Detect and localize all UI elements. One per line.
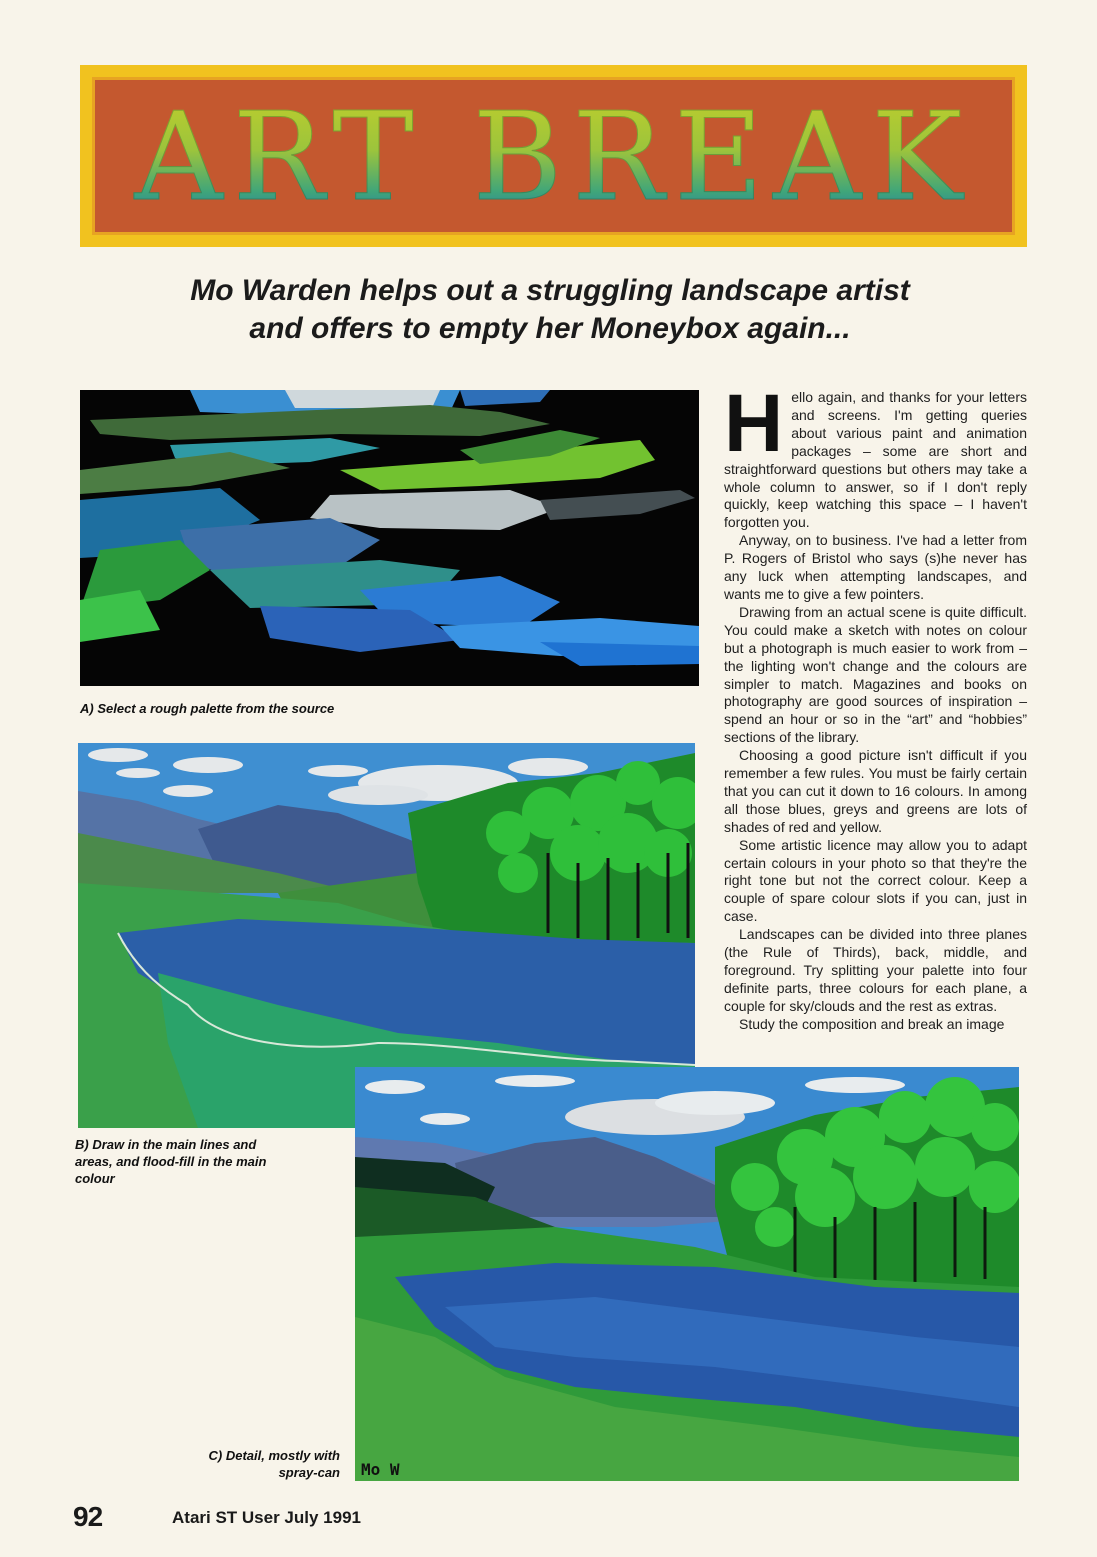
article-paragraph: Drawing from an actual scene is quite difficult. You could make a sketch with notes on colour but a photograph is much easier to work from – the lighting won't change and the colours are simpler to match. Magazines and books on photography are good sources of inspiration – spend an hour or so in the “art” and “hobbies” sections of the library. bbox=[724, 603, 1027, 746]
article-paragraph: Some artistic licence may allow you to adapt certain colours in your photo so that they're the right tone but not the correct colour. Keep a couple of spare colour slots if you can, just in case. bbox=[724, 836, 1027, 925]
publication-line: Atari ST User July 1991 bbox=[172, 1508, 361, 1527]
figure-a-palette-image bbox=[80, 390, 699, 686]
title-banner-panel bbox=[92, 77, 1015, 235]
article-paragraph: Study the composition and break an image bbox=[739, 1015, 1005, 1032]
page-title: ART BREAK bbox=[92, 87, 1015, 227]
article-paragraph: Choosing a good picture isn't difficult if you remember a few rules. You must be fairly certain that you can cut it down to 16 colours. In among all those blues, greys and greens are lots of shades of red and yellow. bbox=[724, 747, 1027, 835]
article-paragraph bbox=[724, 378, 1027, 532]
page-number: 92 bbox=[73, 1501, 103, 1532]
figure-c-caption: C) Detail, mostly with spray-can bbox=[208, 1448, 340, 1480]
title-banner bbox=[80, 65, 1027, 247]
article-body bbox=[724, 378, 1027, 1034]
article-paragraph: Landscapes can be divided into three planes (the Rule of Thirds), back, middle, and foreground. Try splitting your palette into four definite parts, three colours for each plane, a couple for sky/clouds and the rest as extras. bbox=[724, 926, 1027, 1014]
article-paragraph-text: ello again, and thanks for your letters and screens. I'm getting queries about various paint and animation packages – some are short and straightforward questions but others may take a whole column to answer, so if I don't reply quickly, keep watching this space – I haven't forgotten you. bbox=[724, 389, 1027, 531]
figure-c-signature: Mo W bbox=[361, 1460, 400, 1479]
figure-a-caption: A) Select a rough palette from the source bbox=[80, 701, 335, 716]
drop-cap: H bbox=[724, 378, 784, 469]
standfirst-line-2: and offers to empty her Moneybox again... bbox=[249, 312, 851, 345]
figure-b-caption: B) Draw in the main lines and areas, and flood-fill in the main colour bbox=[75, 1137, 267, 1186]
article-paragraph: Anyway, on to business. I've had a letter from P. Rogers of Bristol who says (s)he never has any luck when attempting landscapes, and wants me to give a few pointers. bbox=[724, 532, 1027, 602]
standfirst bbox=[120, 272, 980, 348]
figure-c-detail-image bbox=[355, 1067, 1019, 1481]
standfirst-line-1: Mo Warden helps out a struggling landscape artist bbox=[190, 274, 910, 307]
